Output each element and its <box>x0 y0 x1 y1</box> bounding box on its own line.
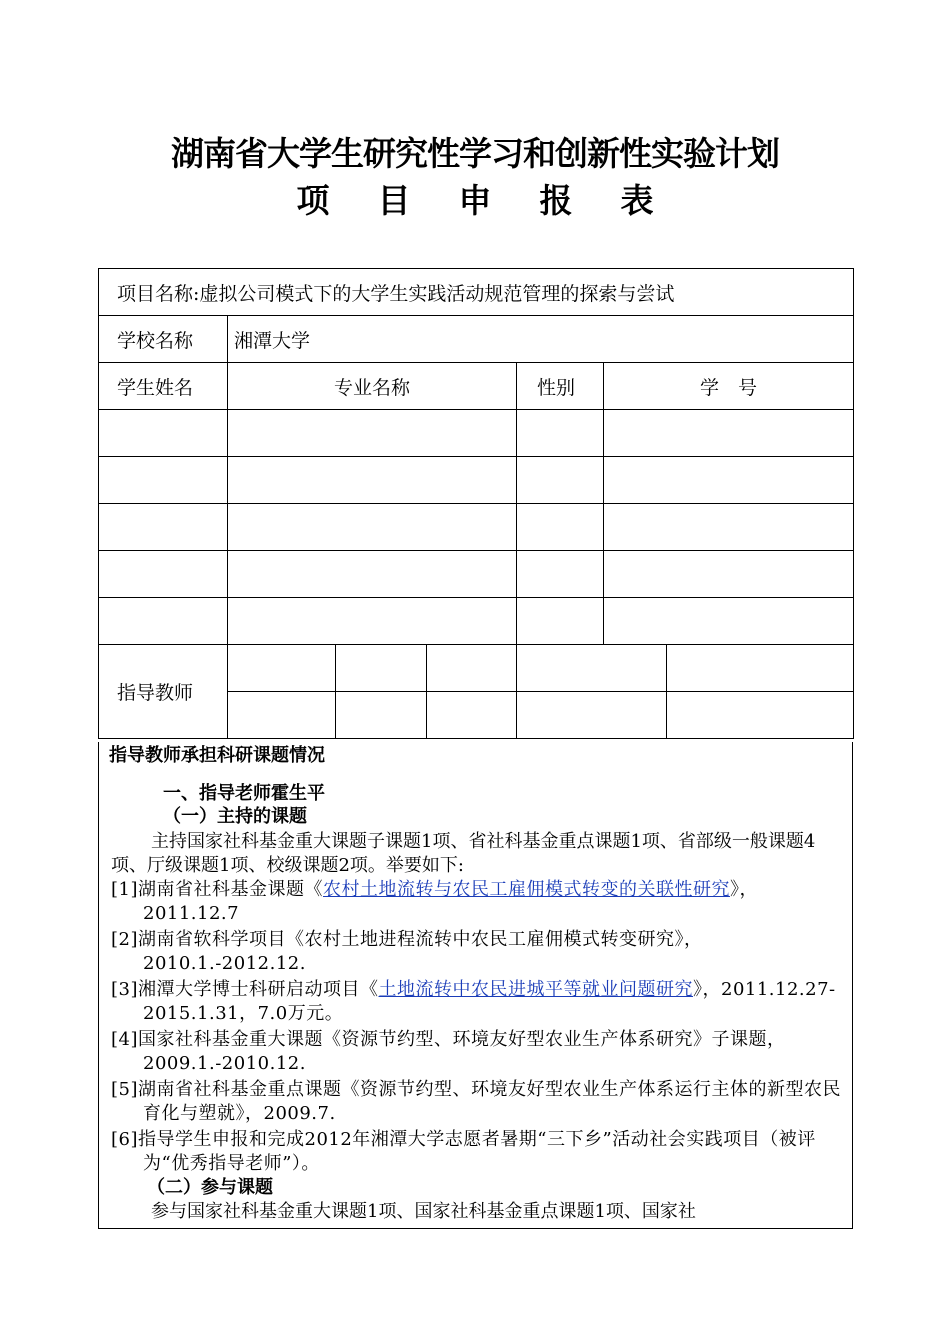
major-header: 专业名称 <box>228 363 517 410</box>
subtitle-char: 报 <box>539 181 573 220</box>
student-name-cell[interactable] <box>99 598 228 645</box>
student-row <box>99 598 854 645</box>
advisor-cell[interactable] <box>667 645 854 692</box>
reference-item: [2]湖南省软科学项目《农村土地进程流转中农民工雇佣模式转变研究》，2010.1.-2012.12. <box>111 929 703 974</box>
advisor-cell[interactable] <box>228 645 336 692</box>
page-title: 湖南省大学生研究性学习和创新性实验计划 <box>171 134 779 173</box>
reference-item: [1]湖南省社科基金课题《农村土地流转与农民工雇佣模式转变的关联性研究》，2011.12.7 <box>111 879 758 924</box>
joined-intro: 参与国家社科基金重大课题1项、国家社科基金重点课题1项、国家社 <box>151 1201 696 1222</box>
subtitle-char: 表 <box>620 181 654 220</box>
advisor-cell[interactable] <box>517 645 667 692</box>
hosted-heading: （一）主持的课题 <box>163 806 307 827</box>
subtitle-char: 申 <box>458 181 492 220</box>
major-cell[interactable] <box>228 551 517 598</box>
reference-item: [3]湘潭大学博士科研启动项目《土地流转中农民进城平等就业问题研究》，2011.12.27-2015.1.31，7.0万元。 <box>111 979 836 1024</box>
student-row <box>99 551 854 598</box>
school-label: 学校名称 <box>99 316 228 363</box>
application-form-table <box>98 268 854 739</box>
reference-link[interactable]: 农村土地流转与农民工雇佣模式转变的关联性研究 <box>323 879 730 900</box>
research-section <box>98 742 853 1229</box>
gender-cell[interactable] <box>517 504 604 551</box>
reference-item: [6]指导学生申报和完成2012年湘潭大学志愿者暑期“三下乡”活动社会实践项目（被评为“优秀指导老师”）。 <box>111 1129 816 1174</box>
advisor-label: 指导教师 <box>99 645 228 739</box>
advisor-cell[interactable] <box>336 645 427 692</box>
subtitle-char: 项 <box>296 181 330 220</box>
advisor-cell[interactable] <box>667 692 854 739</box>
major-cell[interactable] <box>228 410 517 457</box>
reference-item: [4]国家社科基金重大课题《资源节约型、环境友好型农业生产体系研究》子课题，2009.1.-2010.12. <box>111 1029 786 1074</box>
student-id-header: 学 号 <box>604 363 854 410</box>
gender-cell[interactable] <box>517 457 604 504</box>
gender-header: 性别 <box>517 363 604 410</box>
student-name-cell[interactable] <box>99 457 228 504</box>
advisor-cell[interactable] <box>517 692 667 739</box>
subtitle-char: 目 <box>377 181 411 220</box>
advisor-cell[interactable] <box>336 692 427 739</box>
gender-cell[interactable] <box>517 551 604 598</box>
student-name-header: 学生姓名 <box>99 363 228 410</box>
gender-cell[interactable] <box>517 598 604 645</box>
major-cell[interactable] <box>228 598 517 645</box>
student-id-cell[interactable] <box>604 504 854 551</box>
student-id-cell[interactable] <box>604 410 854 457</box>
student-name-cell[interactable] <box>99 551 228 598</box>
student-name-cell[interactable] <box>99 410 228 457</box>
reference-item: [5]湖南省社科基金重点课题《资源节约型、环境友好型农业生产体系运行主体的新型农民育化与塑就》，2009.7. <box>111 1079 841 1124</box>
major-cell[interactable] <box>228 457 517 504</box>
student-row <box>99 410 854 457</box>
advisor-cell[interactable] <box>228 692 336 739</box>
school-value: 湘潭大学 <box>228 316 854 363</box>
hosted-intro: 主持国家社科基金重大课题子课题1项、省社科基金重点课题1项、省部级一般课题4项、厅级课题1项、校级课题2项。举要如下: <box>111 831 816 876</box>
advisor-cell[interactable] <box>427 645 517 692</box>
student-id-cell[interactable] <box>604 598 854 645</box>
advisor-heading: 一、指导老师霍生平 <box>163 783 325 804</box>
student-id-cell[interactable] <box>604 551 854 598</box>
major-cell[interactable] <box>228 504 517 551</box>
project-name-cell: 项目名称:虚拟公司模式下的大学生实践活动规范管理的探索与尝试 <box>99 269 854 316</box>
research-heading: 指导教师承担科研课题情况 <box>109 745 325 766</box>
reference-link[interactable]: 土地流转中农民进城平等就业问题研究 <box>378 979 693 1000</box>
student-row <box>99 504 854 551</box>
student-name-cell[interactable] <box>99 504 228 551</box>
student-row <box>99 457 854 504</box>
page-subtitle <box>0 175 950 222</box>
student-id-cell[interactable] <box>604 457 854 504</box>
gender-cell[interactable] <box>517 410 604 457</box>
joined-heading: （二）参与课题 <box>147 1177 273 1198</box>
advisor-cell[interactable] <box>427 692 517 739</box>
